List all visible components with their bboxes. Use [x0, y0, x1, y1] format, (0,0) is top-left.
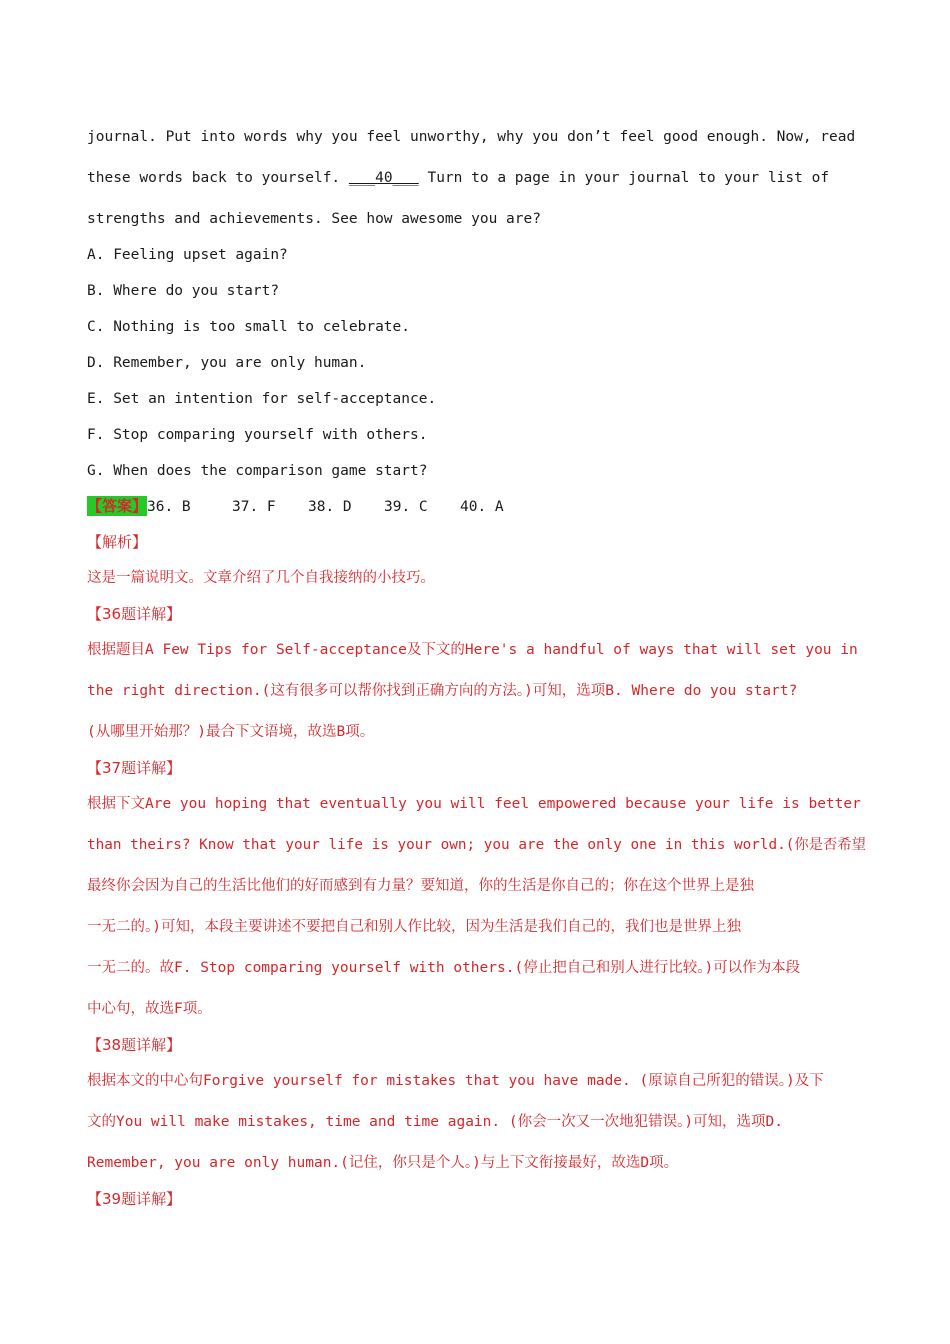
analysis-heading: 【解析】 [87, 533, 148, 551]
option-c: C. Nothing is too small to celebrate. [87, 319, 411, 335]
q37-line: than theirs? Know that your life is your own; you are the only one in this world.(你是否希望 [87, 837, 866, 853]
passage-text: Turn to a page in your journal to your list of [418, 170, 830, 186]
answer-item: 36. B [147, 499, 191, 515]
q37-line: 根据下文Are you hoping that eventually you will feel empowered because your life is better [87, 796, 861, 812]
q38-line: 根据本文的中心句Forgive yourself for mistakes that you have made. (原谅自己所犯的错误。)及下 [87, 1073, 824, 1089]
option-g: G. When does the comparison game start? [87, 463, 428, 479]
q36-line: (从哪里开始那？)最合下文语境，故选B项。 [87, 724, 375, 740]
q36-line: the right direction.(这有很多可以帮你找到正确方向的方法。)可知，选项B. Where do you start? [87, 683, 798, 699]
option-d: D. Remember, you are only human. [87, 355, 367, 371]
option-f: F. Stop comparing yourself with others. [87, 427, 428, 443]
blank-40: ___40___ [348, 170, 419, 186]
answer-item: 39. C [384, 499, 428, 515]
passage-line: journal. Put into words why you feel unworthy, why you don’t feel good enough. Now, read [87, 129, 856, 145]
analysis-summary: 这是一篇说明文。文章介绍了几个自我接纳的小技巧。 [87, 570, 435, 586]
option-a: A. Feeling upset again? [87, 247, 288, 263]
q38-line: 文的You will make mistakes, time and time again. (你会一次又一次地犯错误。)可知，选项D. [87, 1114, 784, 1130]
q38-line: Remember, you are only human.(记住，你只是个人。)与上下文衔接最好，故选D项。 [87, 1155, 679, 1171]
answer-item: 40. A [460, 499, 504, 515]
q37-line: 中心句，故选F项。 [87, 1001, 212, 1017]
q36-line: 根据题目A Few Tips for Self-acceptance及下文的Here's a handful of ways that will set you in [87, 642, 858, 658]
q37-heading: 【37题详解】 [87, 759, 182, 777]
q39-heading: 【39题详解】 [87, 1190, 182, 1208]
passage-line: strengths and achievements. See how awesome you are? [87, 211, 541, 227]
answer-badge: 【答案】 [87, 497, 148, 515]
answer-line [87, 496, 504, 517]
q36-heading: 【36题详解】 [87, 605, 182, 623]
q37-line: 一无二的。)可知，本段主要讲述不要把自己和别人作比较，因为生活是我们自己的，我们也是世界上独 [87, 919, 741, 935]
answer-item: 38. D [308, 499, 352, 515]
option-e: E. Set an intention for self-acceptance. [87, 391, 437, 407]
q37-line: 一无二的。故F. Stop comparing yourself with others.(停止把自己和别人进行比较。)可以作为本段 [87, 960, 801, 976]
q38-heading: 【38题详解】 [87, 1036, 182, 1054]
passage-text: these words back to yourself. [87, 170, 349, 186]
passage-line [87, 168, 829, 188]
option-b: B. Where do you start? [87, 283, 280, 299]
answer-item: 37. F [232, 499, 276, 515]
q37-line: 最终你会因为自己的生活比他们的好而感到有力量？要知道，你的生活是你自己的；你在这个世界上是独 [87, 878, 754, 894]
